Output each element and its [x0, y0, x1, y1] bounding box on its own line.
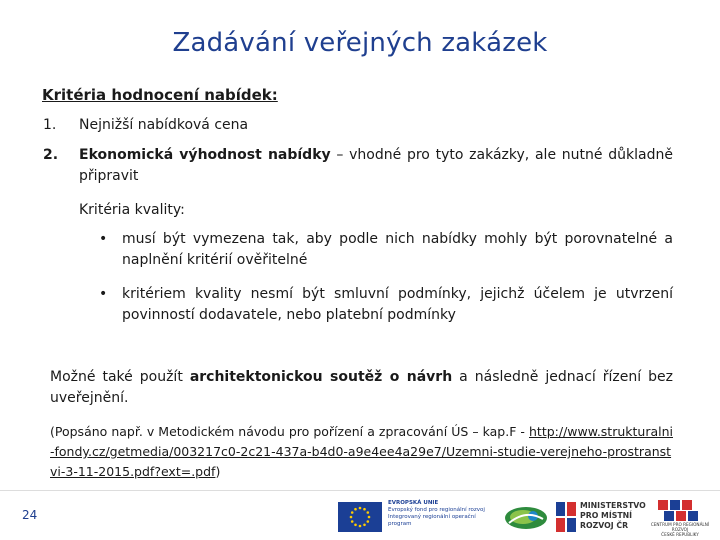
paragraph-text-after: a následně jednací řízení bez uveřejnění. [50, 369, 673, 406]
list-item-2-bold: Ekonomická výhodnost nabídky [79, 147, 331, 163]
list-item-2-text [79, 145, 673, 187]
slide-title: Zadávání veřejných zakázek [172, 28, 548, 58]
eu-flag-icon [338, 502, 382, 532]
section-heading: Kritéria hodnocení nabídek: [42, 86, 278, 104]
competition-paragraph [50, 367, 673, 409]
eu-logo-text [388, 500, 498, 528]
crr-logo-line-2: ČESKÉ REPUBLIKY [661, 532, 699, 537]
quality-criteria-label: Kritéria kvality: [79, 202, 185, 218]
bullet-dot-2: • [99, 286, 108, 302]
footer-divider [0, 490, 720, 491]
bullet-item-1: musí být vymezena tak, aby podle nich nabídky mohly být porovnatelné a naplnění kritérií ověřitelné [122, 231, 673, 268]
list-item-2-rest: – vhodné pro tyto zakázky, ale nutné důkladně připravit [79, 147, 673, 184]
page-number: 24 [22, 508, 38, 522]
note-text-after: ) [215, 464, 221, 479]
mmr-emblem-icon [556, 502, 576, 532]
mmr-logo [556, 500, 646, 536]
eu-logo [338, 500, 498, 536]
irop-logo-icon [503, 505, 549, 531]
mmr-logo-text [580, 501, 646, 531]
mmr-logo-line-2: PRO MÍSTNÍ [580, 511, 633, 520]
bullet-dot-1: • [99, 231, 108, 247]
list-number-2: 2. [43, 147, 59, 163]
crr-emblem-icon [644, 498, 716, 522]
crr-logo-text [644, 522, 716, 537]
list-item-1-text: Nejnižší nabídková cena [79, 117, 249, 133]
paragraph-bold: architektonickou soutěž o návrh [189, 369, 453, 385]
eu-logo-line-3: Integrovaný regionální operační program [388, 514, 476, 527]
note-text-before: (Popsáno např. v Metodickém návodu pro pořízení a zpracování ÚS – kap.F - [50, 424, 529, 439]
crr-logo-line-1: CENTRUM PRO REGIONÁLNÍ ROZVOJ [650, 522, 710, 532]
mmr-logo-line-3: ROZVOJ ČR [580, 521, 629, 530]
mmr-logo-line-1: MINISTERSTVO [580, 501, 646, 510]
paragraph-text-before: Možné také použít [50, 369, 190, 385]
list-number-1: 1. [43, 117, 57, 133]
methodology-note [50, 422, 673, 482]
eu-logo-line-2: Evropský fond pro regionální rozvoj [388, 507, 485, 513]
eu-logo-line-1: EVROPSKÁ UNIE [388, 500, 439, 506]
methodology-link[interactable]: http://www.strukturalni-fondy.cz/getmedia/003217c0-2c21-437a-b4d0-a9e4ee4a29e7/Uzemni-studie-verejneho-prostranstvi-3-11-2015.pdf?ext=.pdf [50, 424, 673, 479]
bullet-item-2: kritériem kvality nesmí být smluvní podmínky, jejichž účelem je utvrzení povinností dodavatele, nebo platební podmínky [122, 286, 673, 323]
crr-logo [644, 498, 716, 538]
